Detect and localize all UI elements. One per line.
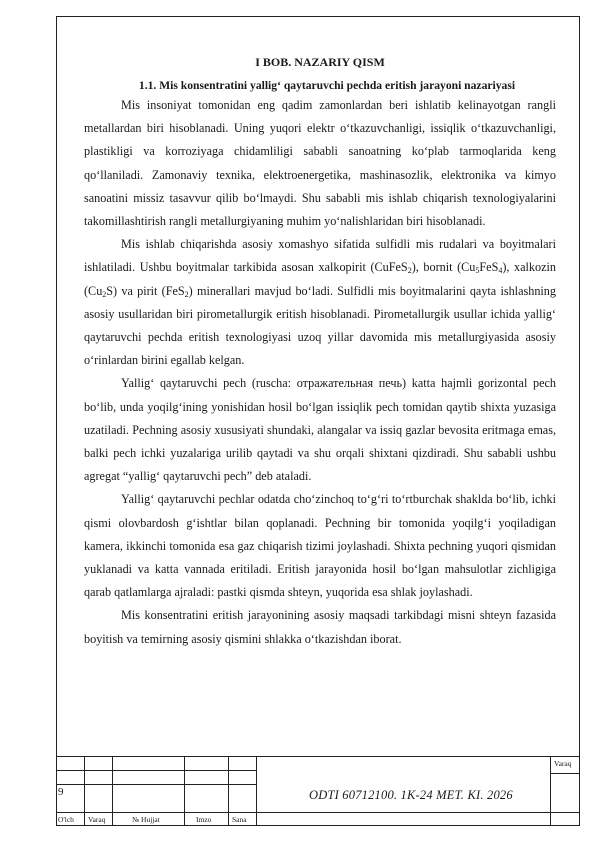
label-sana: Sana [232,815,247,824]
label-varaq: Varaq [88,815,106,824]
chapter-title: I BOB. NAZARIY QISM [255,55,385,69]
paragraph-1: Mis insoniyat tomonidan eng qadim zamonlardan beri ishlatib kelinayotgan rangli metallardan biri hisoblanadi. Uning yuqori elektr o‘tkazuvchanligi, issiqlik o‘tkazuvchanligi, plastikligi va korroziyaga chidamliligi sababli sanoatning ko‘plab tarmoqlarida keng qo‘llaniladi. Zamonaviy texnika, elektroenergetika, mashinasozlik, elektronika va kimyo sanoatini missiz tasavvur qilib bo‘lmaydi. Shu sababli mis ishlab chiqarish texnologiyalarini takomillashtirish rangli metallurgiyaning muhim yo‘nalishlaridan biri hisoblanadi. [84,98,556,229]
paragraph-2: Mis ishlab chiqarishda asosiy xomashyo sifatida sulfidli mis rudalari va boyitmalari ishlatiladi. Ushbu boyitmalar tarkibida asosan xalkopirit (CuFeS$_2$), bornit $(Cu_5FeS_4)$, xalkozin $(Cu_2S)$ va pirit (FeS$_2$) minerallari mavjud bo‘ladi. Sulfidli mis boyitmalarini qayta ishlashning asosiy usullaridan biri pirometallurgik eritish hisoblanadi. Pirometallurgik usullar ichida yallig‘ qaytaruvchi pechda eritish texnologiyasi uzoq yillar davomida mis metallurgiyasida asosiy o‘rinlardan birini egallab kelgan. [84,237,557,368]
section-title: 1.1. Mis konsentratini yallig‘ qaytaruvchi pechda eritish jarayoni nazariyasi [138,79,516,92]
title-block [56,756,580,826]
page-number: 9 [58,786,64,798]
document-code: ODTI 60712100. 1K-24 MET. KI. 2026 [309,788,513,802]
label-imzo: Imzo [196,815,212,824]
paragraph-4: Yallig‘ qaytaruvchi pechlar odatda cho‘zinchoq to‘g‘ri to‘rtburchak shaklda bo‘lib, ichki qismi olovbardosh g‘ishtlar bilan qoplanadi. Pechning bir tomonida yoqilg‘i yoqiladigan kamera, ikkinchi tomonida esa gaz chiqarish tizimi joylashadi. Shixta pechning yuqori qismidan yuklanadi va katta vannada eritiladi. Eritish jarayonida hosil bo‘lgan mahsulotlar zichligiga qarab qatlamlarga ajraladi: pastki qismda shteyn, yuqorida esa shlak joylashadi. [84,492,556,600]
label-hujjat: № Hujjat [132,815,160,824]
paragraph-3: Yallig‘ qaytaruvchi pech (ruscha: отражательная печь) katta hajmli gorizontal pech bo‘lib, unda yoqilg‘ining yonishidan hosil bo‘lgan issiqlik pech tomidan qaytib shixta yuzasiga uzatiladi. Pechning asosiy xususiyati shundaki, alangalar va issiq gazlar bevosita eritmaga emas, balki pech ichki yuzalariga urilib qaytadi va shu orqali shixtani qizdiradi. Shu sababli ushbu agregat “yallig‘ qaytaruvchi pech” deb ataladi. [84,376,556,484]
sheet-label: Varaq [554,759,572,768]
label-olch: O'lch [58,815,74,824]
paragraph-5: Mis konsentratini eritish jarayonining asosiy maqsadi tarkibdagi misni shteyn fazasida boyitish va temirning asosiy qismini shlakka o‘tkazishdan iborat. [84,608,556,646]
document-body [84,54,556,651]
